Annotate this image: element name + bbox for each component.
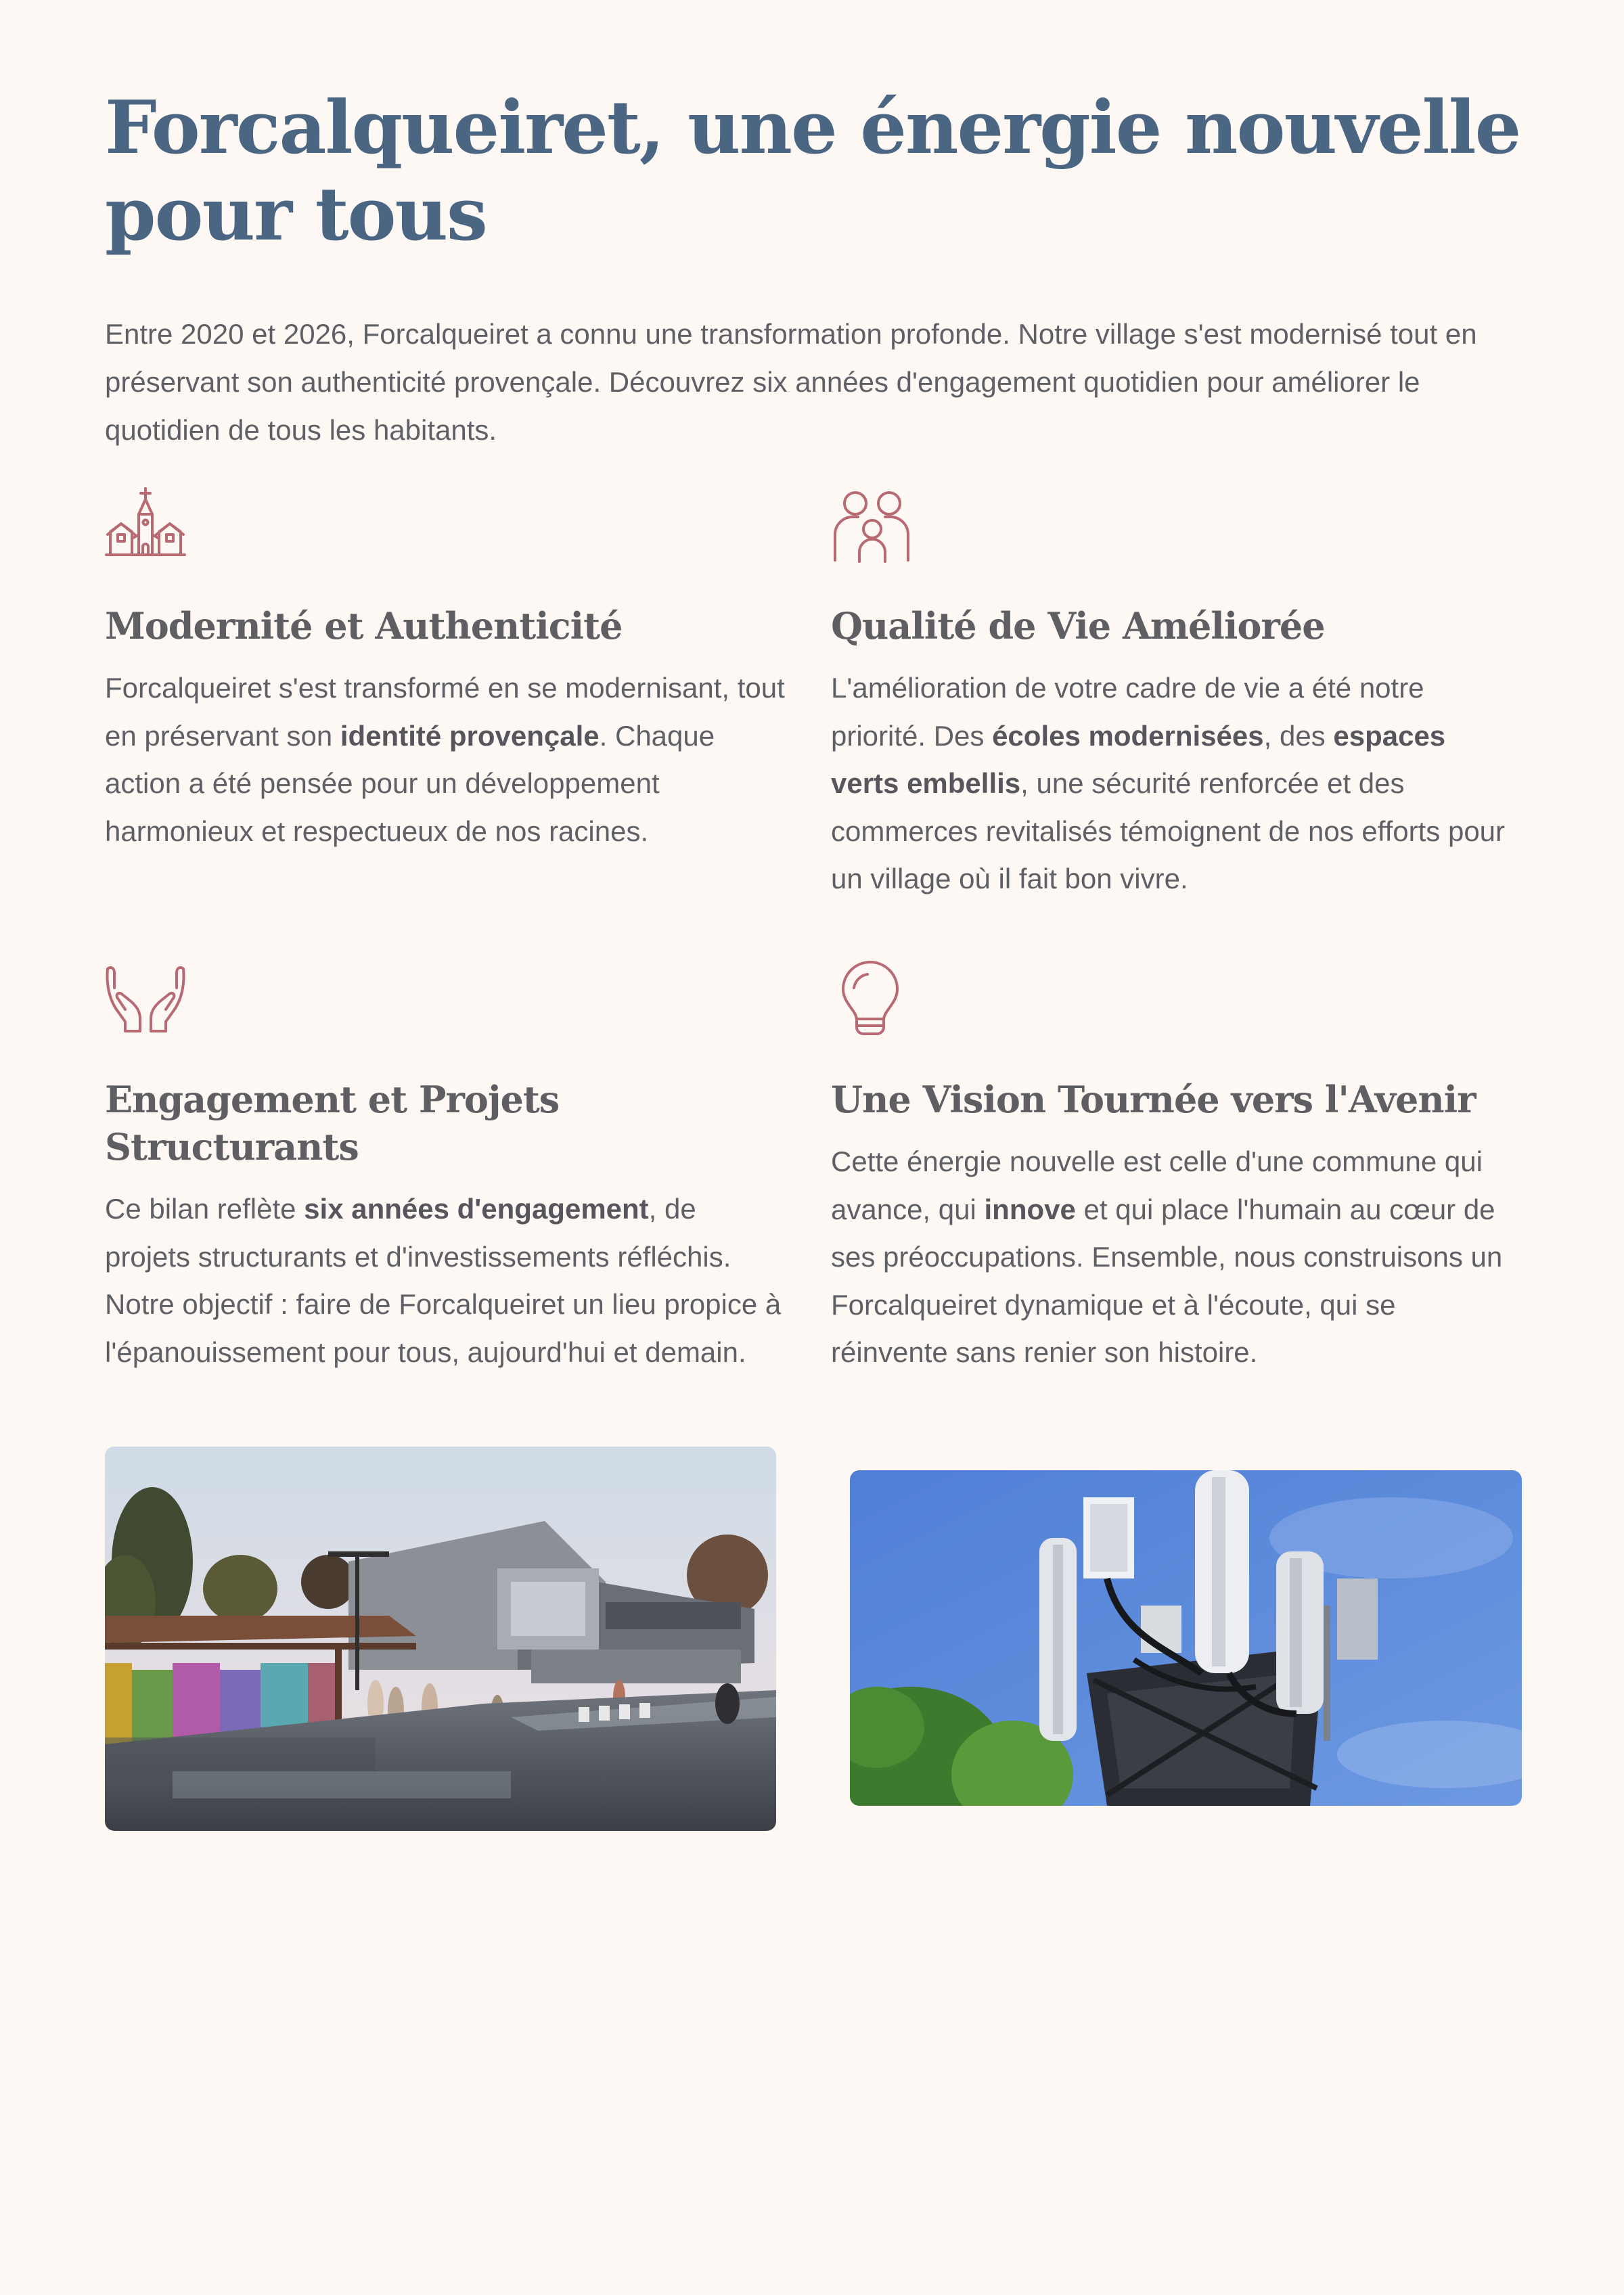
emphasis-text: innove bbox=[984, 1193, 1076, 1225]
feature-title: Modernité et Authenticité bbox=[105, 604, 623, 647]
caring-hands-icon bbox=[105, 961, 186, 1042]
text-run: et qui place l'humain au cœur de ses préoccupations. Ensemble, nous construisons un Forcalqueiret dynamique et à l'écoute, qui se réinvente sans renier son histoire. bbox=[831, 1193, 1503, 1368]
text-run: , des bbox=[1263, 719, 1334, 752]
feature-text bbox=[831, 1138, 1514, 1377]
feature-vision bbox=[831, 961, 1514, 1377]
text-run: , une sécurité renforcée et des commerces revitalisés témoignent de nos efforts pour un village où il fait bon vivre. bbox=[831, 767, 1506, 894]
emphasis-text: espaces verts embellis bbox=[831, 719, 1446, 799]
text-run: . Chaque action a été pensée pour un développement harmonieux et respectueux de nos racines. bbox=[105, 719, 715, 847]
feature-engagement bbox=[105, 961, 788, 1376]
telecom-antenna-photo bbox=[850, 1470, 1522, 1806]
intro-paragraph: Entre 2020 et 2026, Forcalqueiret a connu une transformation profonde. Notre village s'est modernisé tout en préservant son authenticité provençale. Découvrez six années d'engagement quotidien pour améliorer le quotidien de tous les habitants. bbox=[105, 318, 1477, 446]
emphasis-text: identité provençale bbox=[340, 719, 600, 752]
feature-title: Une Vision Tournée vers l'Avenir bbox=[831, 1078, 1476, 1121]
text-run: Ce bilan reflète bbox=[105, 1193, 304, 1225]
text-run: Forcalqueiret s'est transformé en se modernisant, tout en préservant son bbox=[105, 672, 785, 752]
village-church-icon bbox=[105, 487, 186, 568]
feature-qualite-de-vie bbox=[831, 487, 1514, 903]
school-building-photo bbox=[105, 1447, 776, 1831]
feature-text bbox=[105, 1185, 788, 1376]
page-title: Forcalqueiret, une énergie nouvelle pour tous bbox=[105, 85, 1520, 257]
text-run: , de projets structurants et d'investissements réfléchis. Notre objectif : faire de Forcalqueiret un lieu propice à l'épanouissement pour tous, aujourd'hui et demain. bbox=[105, 1193, 782, 1368]
feature-text bbox=[831, 664, 1514, 903]
feature-text bbox=[105, 664, 788, 855]
feature-title: Engagement et Projets Structurants bbox=[105, 1078, 560, 1168]
text-run: L'amélioration de votre cadre de vie a été notre priorité. Des bbox=[831, 672, 1424, 752]
lightbulb-icon bbox=[831, 961, 912, 1042]
family-icon bbox=[831, 487, 912, 568]
text-run: Cette énergie nouvelle est celle d'une commune qui avance, qui bbox=[831, 1145, 1483, 1225]
emphasis-text: écoles modernisées bbox=[992, 719, 1264, 752]
emphasis-text: six années d'engagement bbox=[304, 1193, 649, 1225]
feature-modernite bbox=[105, 487, 788, 855]
feature-title: Qualité de Vie Améliorée bbox=[831, 604, 1325, 647]
